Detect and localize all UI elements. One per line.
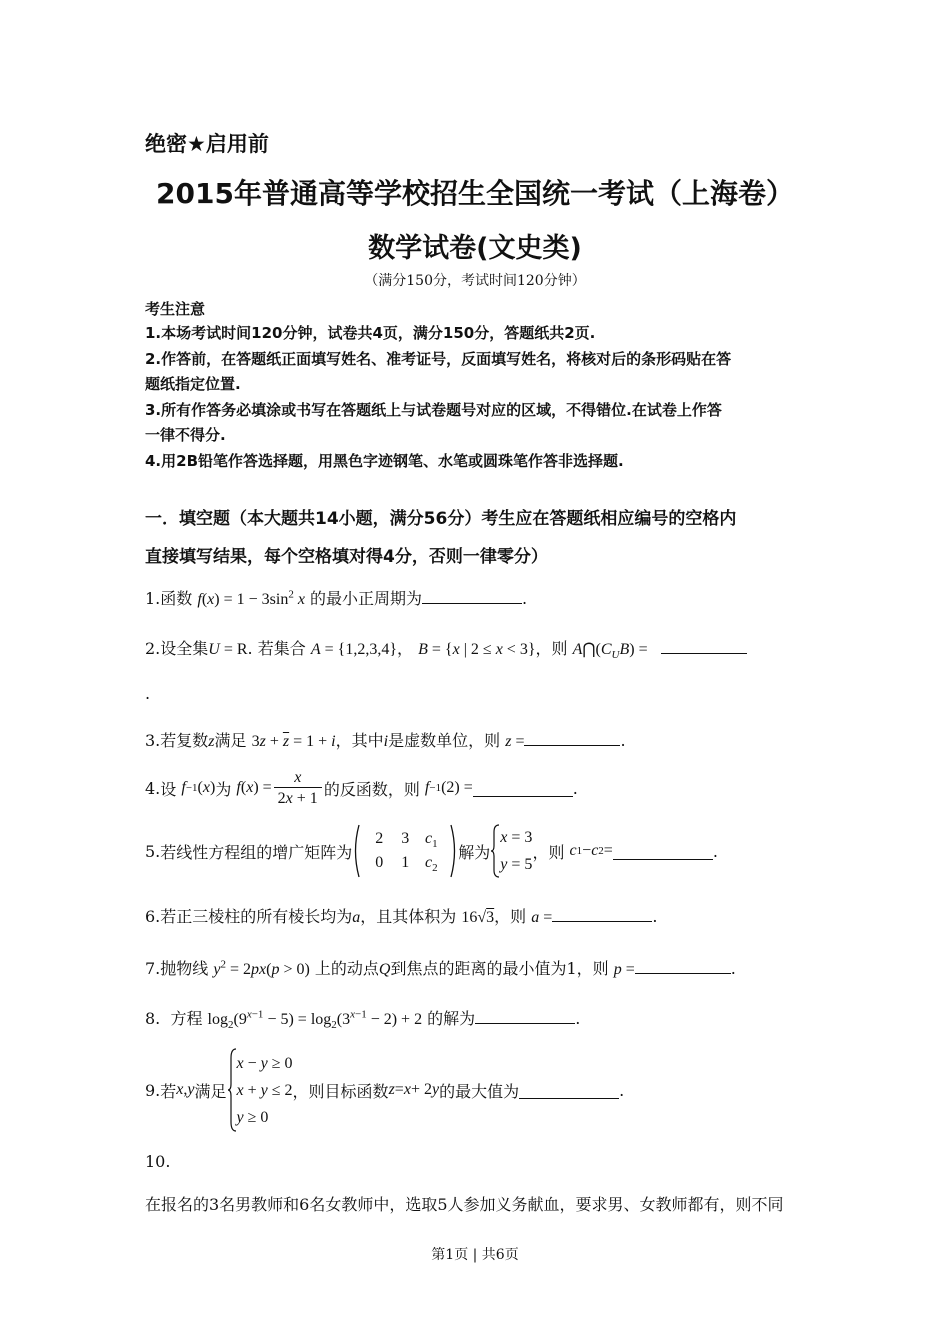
- question-3: 3.若复数z满足 $3z + \overline{z} = 1 + i$，其中i是虚数单位，则 z = .: [145, 731, 626, 750]
- left-brace-icon: [227, 1048, 237, 1132]
- notice-line: 题纸指定位置.: [145, 375, 241, 393]
- answer-blank[interactable]: [661, 637, 747, 654]
- matrix-left-paren-icon: [352, 824, 360, 878]
- secret-label: 绝密★启用前: [145, 132, 269, 156]
- answer-blank[interactable]: [475, 1007, 575, 1024]
- notice-line: 2.作答前，在答题纸正面填写姓名、准考证号，反面填写姓名，将核对后的条形码贴在答: [145, 350, 732, 368]
- question-4: 4. 设 f −1 ( x ) 为 f ( x ) = $\frac{x}{2x + 1}$ 的反函数，则 f −1 (2) = .: [145, 768, 578, 807]
- matrix-right-paren-icon: [450, 824, 458, 878]
- notice-heading: 考生注意: [145, 300, 206, 318]
- answer-blank[interactable]: [552, 905, 652, 922]
- question-6: 6.若正三棱柱的所有棱长均为a，且其体积为 16√3，则 a = .: [145, 907, 658, 926]
- answer-blank[interactable]: [473, 780, 573, 797]
- left-brace-icon: [490, 824, 500, 878]
- question-10-text: 在报名的3名男教师和6名女教师中，选取5人参加义务献血，要求男、女教师都有，则不同: [145, 1195, 784, 1214]
- question-5: 5. 若线性方程组的增广矩阵为 2 3 $c_1$ 0 1 $c_2$ 解为 x = 3 y = 5 ，则 c 1 − c 2 = .: [145, 822, 718, 880]
- answer-blank[interactable]: [422, 587, 522, 604]
- question-10-number: 10.: [145, 1152, 171, 1171]
- question-1: 1.函数 $f(x) = 1 - 3\sin^2$ x 的最小正周期为 .: [145, 588, 528, 608]
- answer-blank[interactable]: [635, 957, 731, 974]
- question-9: 9. 若 x , y 满足 x − y ≥ 0 x + y ≤ 2 y ≥ 0 ，则目标函数 z = x + 2 y 的最大值为 .: [145, 1046, 624, 1134]
- answer-blank[interactable]: [524, 729, 620, 746]
- notice-line: 3.所有作答务必填涂或书写在答题纸上与试卷题号对应的区域，不得错位.在试卷上作答: [145, 401, 722, 419]
- answer-blank[interactable]: [613, 843, 713, 860]
- exam-title: 2015年普通高等学校招生全国统一考试（上海卷）: [156, 177, 794, 210]
- answer-blank[interactable]: [519, 1082, 619, 1099]
- notice-line: 4.用2B铅笔作答选择题，用黑色字迹钢笔、水笔或圆珠笔作答非选择题.: [145, 452, 624, 470]
- section-heading-cont: 直接填写结果，每个空格填对得4分，否则一律零分）: [145, 547, 548, 567]
- page-footer: 第1页 | 共6页: [431, 1247, 519, 1263]
- notice-line: 一律不得分.: [145, 426, 226, 444]
- notice-line: 1.本场考试时间120分钟，试卷共4页，满分150分，答题纸共2页.: [145, 324, 596, 342]
- exam-subtitle: 数学试卷(文史类): [368, 233, 582, 264]
- score-info: （满分150分，考试时间120分钟）: [364, 273, 586, 289]
- question-7: 7.抛物线 $y^2 = 2px(p > 0)$ 上的动点Q到焦点的距离的最小值为1，则 p = .: [145, 958, 736, 978]
- question-2: 2.设全集U = R. 若集合 A = {1,2,3,4}， B = {x | 2 ≤ x < 3}，则 $A⋂(C_UB)$ =: [145, 636, 747, 659]
- question-2-end: .: [145, 684, 151, 703]
- section-heading: 一．填空题（本大题共14小题，满分56分）考生应在答题纸相应编号的空格内: [145, 509, 737, 529]
- question-8: 8. 方程 $\log_2(9^{x-1} - 5) = \log_2(3^{x-1} - 2) + 2$ 的解为 .: [145, 1008, 581, 1032]
